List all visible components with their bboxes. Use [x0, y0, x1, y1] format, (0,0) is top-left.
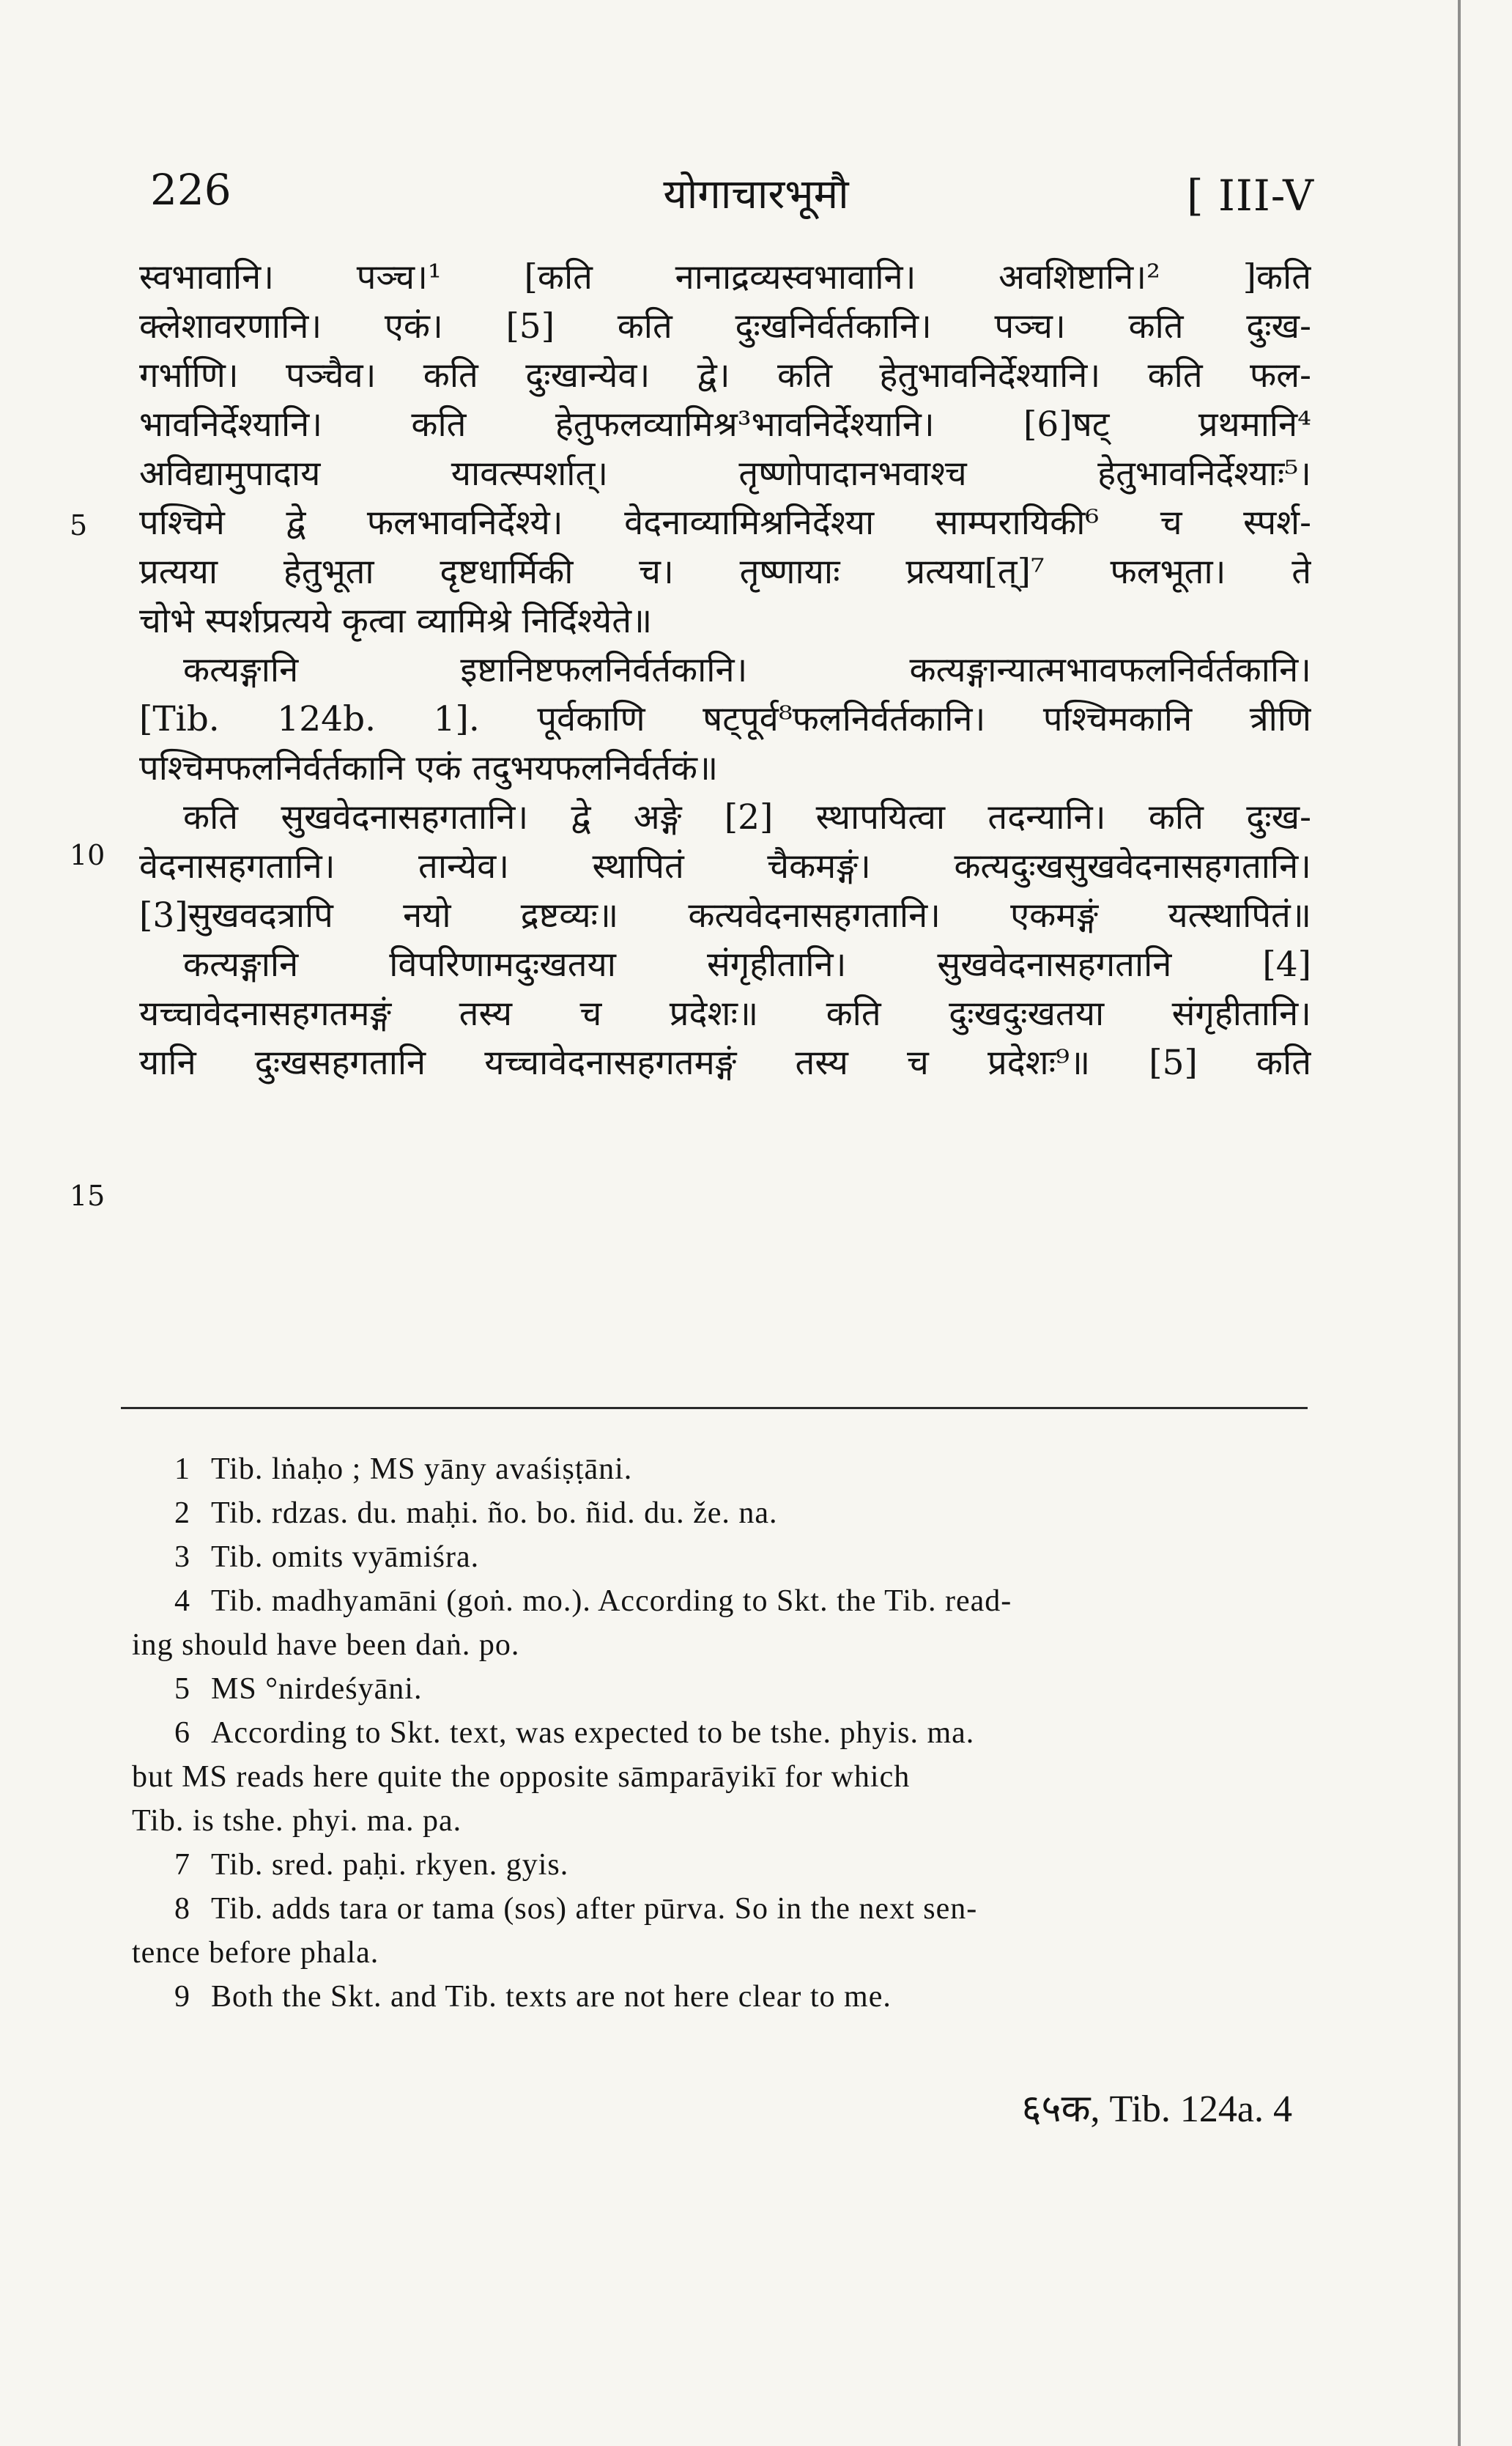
- text-line: क्लेशावरणानि। एकं। [5] कति दुःखनिर्वर्तकानि। पञ्च। कति दुःख-: [139, 306, 1311, 347]
- footnote: 4 Tib. madhyamāni (goṅ. mo.). According to Skt. the Tib. read-: [174, 1584, 1012, 1618]
- main-text: [139, 253, 1311, 1087]
- footnote-divider: [121, 1407, 1308, 1409]
- folio-reference: ६५क, Tib. 124a. 4: [1021, 2088, 1292, 2130]
- text-line: वेदनासहगतानि। तान्येव। स्थापितं चैकमङ्गं। कत्यदुःखसुखवेदनासहगतानि।: [139, 846, 1311, 887]
- line-number-5: 5: [70, 509, 88, 542]
- footnote: 1 Tib. lṅaḥo ; MS yāny avaśiṣṭāni.: [174, 1452, 633, 1486]
- footnote: 9 Both the Skt. and Tib. texts are not here clear to me.: [174, 1980, 892, 2014]
- page-number: 226: [150, 165, 231, 215]
- page-header: [0, 165, 1512, 231]
- text-line: चोभे स्पर्शप्रत्यये कृत्वा व्यामिश्रे निर्दिश्येते॥: [139, 601, 653, 641]
- text-line: कत्यङ्गानि इष्टानिष्टफलनिर्वर्तकानि। कत्यङ्गान्यात्मभावफलनिर्वर्तकानि।: [183, 650, 1311, 690]
- footnote: 8 Tib. adds tara or tama (sos) after pūrva. So in the next sen-: [174, 1892, 978, 1926]
- section-reference: [ III-V: [1186, 171, 1314, 221]
- text-line: यानि दुःखसहगतानि यच्चावेदनासहगतमङ्गं तस्य च प्रदेशः⁹॥ [5] कति: [139, 1043, 1311, 1083]
- text-line: [3]सुखवदत्रापि नयो द्रष्टव्यः॥ कत्यवेदनासहगतानि। एकमङ्गं यत्स्थापितं॥: [139, 895, 1311, 936]
- footnote: 2 Tib. rdzas. du. maḥi. ño. bo. ñid. du. že. na.: [174, 1496, 778, 1530]
- footnote: 3 Tib. omits vyāmiśra.: [174, 1540, 480, 1574]
- text-line: यच्चावेदनासहगतमङ्गं तस्य च प्रदेशः॥ कति दुःखदुःखतया संगृहीतानि।: [139, 994, 1311, 1034]
- footnotes: [132, 1447, 1297, 2019]
- page-edge-line: [1458, 0, 1461, 2446]
- text-line: अविद्यामुपादाय यावत्स्पर्शात्। तृष्णोपादानभवाश्च हेतुभावनिर्देश्याः⁵।: [139, 454, 1311, 494]
- text-line: प्रत्यया हेतुभूता दृष्टधार्मिकी च। तृष्णायाः प्रत्यया[त्]⁷ फलभूता। ते: [139, 552, 1311, 592]
- text-line: पश्चिमे द्वे फलभावनिर्देश्ये। वेदनाव्यामिश्रनिर्देश्या साम्परायिकी⁶ च स्पर्श-: [139, 503, 1311, 543]
- footnote: 7 Tib. sred. paḥi. rkyen. gyis.: [174, 1848, 569, 1882]
- line-number-10: 10: [70, 839, 105, 871]
- text-line: स्वभावानि। पञ्च।¹ [कति नानाद्रव्यस्वभावानि। अवशिष्टानि।² ]कति: [139, 257, 1311, 298]
- footnote: 6 According to Skt. text, was expected to be tshe. phyis. ma.: [174, 1716, 975, 1750]
- footnote-continuation: ing should have been daṅ. po.: [132, 1628, 520, 1662]
- footnote-continuation: tence before phala.: [132, 1936, 379, 1970]
- text-line: पश्चिमफलनिर्वर्तकानि एकं तदुभयफलनिर्वर्तकं॥: [139, 748, 719, 788]
- text-line: भावनिर्देश्यानि। कति हेतुफलव्यामिश्र³भावनिर्देश्यानि। [6]षट् प्रथमानि⁴: [139, 404, 1311, 445]
- text-line: कत्यङ्गानि विपरिणामदुःखतया संगृहीतानि। सुखवेदनासहगतानि [4]: [183, 945, 1311, 985]
- text-line: गर्भाणि। पञ्चैव। कति दुःखान्येव। द्वे। कति हेतुभावनिर्देश्यानि। कति फल-: [139, 355, 1311, 396]
- text-line: [Tib. 124b. 1]. पूर्वकाणि षट्पूर्व⁸फलनिर्वर्तकानि। पश्चिमकानि त्रीणि: [139, 699, 1311, 739]
- text-line: कति सुखवेदनासहगतानि। द्वे अङ्गे [2] स्थापयित्वा तदन्यानि। कति दुःख-: [183, 797, 1311, 838]
- footnote-continuation: but MS reads here quite the opposite sāmparāyikī for which: [132, 1760, 911, 1794]
- footnote-continuation: Tib. is tshe. phyi. ma. pa.: [132, 1804, 462, 1838]
- line-number-15: 15: [70, 1180, 105, 1212]
- running-title: योगाचारभूमौ: [663, 171, 849, 218]
- footnote: 5 MS °nirdeśyāni.: [174, 1672, 423, 1706]
